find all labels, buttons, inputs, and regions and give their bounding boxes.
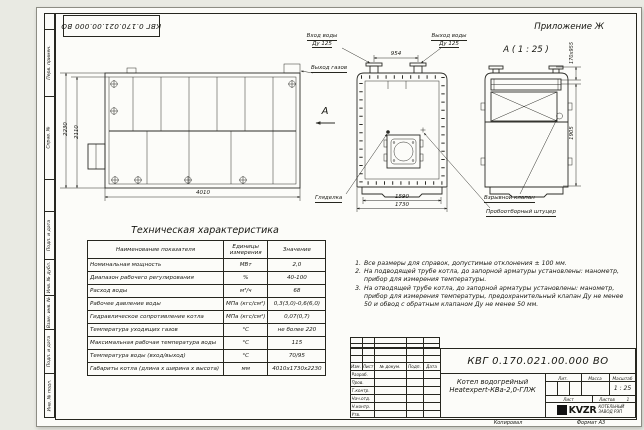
kvzr-logo-text: KVZR bbox=[568, 404, 597, 416]
appendix-label: Приложение Ж bbox=[534, 22, 604, 32]
dim-back-height: 1905 bbox=[569, 126, 575, 140]
dim-total-width: 1730 bbox=[395, 201, 409, 208]
sheets-label: Листов bbox=[599, 396, 615, 402]
tb-row-tcontrol: Т.контр. bbox=[351, 387, 370, 393]
bolt-fittings bbox=[110, 80, 296, 184]
view-letter: А bbox=[321, 106, 329, 117]
dim-nozzle-spacing: 954 bbox=[390, 50, 402, 57]
water-inlet-label: Вход воды bbox=[306, 33, 338, 39]
spec-header-unit: Единицы измерения bbox=[224, 241, 268, 259]
spec-table-title: Техническая характеристика bbox=[131, 225, 279, 236]
lit-label: Лит. bbox=[558, 375, 568, 381]
spec-header-name: Наименование показателя bbox=[88, 241, 224, 259]
notes-block bbox=[350, 260, 624, 309]
spec-row: Габариты котла (длина х ширина х высота) мм 4010х1730х2230 bbox=[88, 363, 326, 376]
detail-view-title: А ( 1 : 25 ) bbox=[503, 45, 549, 55]
gas-outlet-callout: Выход газов bbox=[311, 65, 348, 71]
dim-length: 4010 bbox=[196, 189, 210, 196]
sampling-fitting-callout: Пробоотборный штуцер bbox=[486, 209, 556, 215]
spec-row: Температура уходящих газов °С не более 220 bbox=[88, 324, 326, 337]
peephole-callout: Гляделка bbox=[315, 195, 343, 201]
sheet-label: Лист bbox=[563, 396, 574, 402]
peephole-point bbox=[386, 130, 390, 134]
tb-row-approved: Утв. bbox=[351, 411, 361, 417]
title-block-doc-number-cell bbox=[440, 348, 636, 374]
spec-table bbox=[87, 240, 326, 376]
note: 1. Все размеры для справок, допустимые отклонения ± 100 мм. bbox=[355, 260, 567, 267]
front-view bbox=[357, 63, 447, 197]
stamp-doc-number: КВГ 0.170.021.00.000 ВО bbox=[61, 21, 162, 31]
burner-flange bbox=[88, 144, 105, 169]
tb-row-ncontrol: Н.контр. bbox=[351, 403, 371, 409]
border-label: Перв. примен. bbox=[47, 45, 52, 81]
spec-row: Диапазон рабочего регулирования % 40-100 bbox=[88, 272, 326, 285]
flue-outlet bbox=[284, 64, 300, 73]
spec-header-value: Значение bbox=[268, 241, 326, 259]
tb-col-date: Дата bbox=[426, 363, 437, 369]
product-name-line2: Heatexpert-КВа-2,0-ГЛЖ bbox=[449, 386, 536, 394]
mass-label: Масса bbox=[588, 375, 602, 381]
border-label: Взам. инв. № bbox=[47, 296, 53, 329]
lifting-lug bbox=[127, 68, 136, 73]
spec-row: Рабочее давление воды МПа (кгс/см²) 0,3(3,0)-0,6(6,0) bbox=[88, 298, 326, 311]
spec-row: Максимальная рабочая температура воды °С 115 bbox=[88, 337, 326, 350]
company-name: КОТЕЛЬНЫЙ ЗАВОД РЭП bbox=[598, 404, 625, 414]
note: 2. На подводящей трубе котла, до запорной арматуры установлены: манометр, прибор для измерения температуры. bbox=[355, 268, 620, 284]
spec-row: Температура воды (вход/выход) °С 70/95 bbox=[88, 350, 326, 363]
dim-flue-size: 170х955 bbox=[569, 41, 575, 65]
sheets-value: 1 bbox=[626, 396, 630, 402]
tb-col-list: Лист bbox=[362, 363, 374, 369]
tb-row-dept-head: Нач.отд. bbox=[351, 395, 371, 401]
dim-inner-width: 1590 bbox=[395, 193, 409, 200]
sampling-point bbox=[421, 128, 426, 133]
border-label: Подп. и дата bbox=[47, 335, 53, 368]
side-view-dims bbox=[60, 73, 300, 201]
product-name-line1: Котел водогрейный bbox=[456, 378, 529, 386]
water-inlet-dn: Ду 125 bbox=[312, 40, 332, 47]
border-label: Справ. № bbox=[47, 126, 53, 150]
burner-hatch bbox=[384, 135, 423, 168]
border-label: Инв. № подл. bbox=[47, 379, 53, 412]
spec-row: Номинальная мощность МВт 2,0 bbox=[88, 259, 326, 272]
format-label: Формат А3 bbox=[576, 419, 606, 426]
water-outlet-callout bbox=[426, 33, 472, 49]
water-outlet-label: Выход воды bbox=[431, 33, 467, 39]
kvzr-logo-icon bbox=[557, 405, 567, 415]
company-logo-row bbox=[546, 403, 635, 417]
copied-by-label: Копировал bbox=[493, 419, 523, 426]
tb-col-docnum: № докум. bbox=[379, 363, 401, 369]
dim-height-outer: 2230 bbox=[63, 122, 69, 136]
border-label: Подп. и дата bbox=[47, 219, 53, 252]
spec-row: Расход воды м³/ч 68 bbox=[88, 285, 326, 298]
water-inlet-callout bbox=[301, 33, 343, 49]
note: 3. На отводящей трубе котла, до запорной арматуры установлены: манометр, прибор для измерения температуры, предохранительный клапан Ду не менее 50 и обвод с обратным клапаном Ду не менее 50 мм. bbox=[355, 284, 624, 308]
explosion-valve-panel bbox=[491, 92, 563, 121]
side-view bbox=[88, 64, 300, 188]
tb-col-sign: Подп. bbox=[408, 363, 421, 369]
collector-band bbox=[491, 79, 561, 90]
border-label: Инв. № дубл. bbox=[47, 261, 52, 294]
doc-number: КВГ 0.170.021.00.000 ВО bbox=[467, 355, 609, 367]
spec-row: Гидравлическое сопротивление котла МПа (кгс/см²) 0,07(0,7) bbox=[88, 311, 326, 324]
back-view bbox=[481, 66, 572, 197]
spec-header-row bbox=[88, 241, 326, 259]
water-outlet-dn: Ду 125 bbox=[439, 40, 459, 47]
scale-label: Масштаб bbox=[612, 375, 633, 381]
explosion-valve-callout: Взрывной клапан bbox=[484, 195, 535, 201]
tb-col-izm: Изм. bbox=[351, 363, 361, 369]
tb-row-developed: Разраб. bbox=[351, 371, 368, 377]
scale-value: 1 : 25 bbox=[613, 385, 632, 392]
tb-row-checked: Пров. bbox=[351, 379, 364, 385]
door-bolt-ring bbox=[361, 77, 443, 183]
dim-height-inner: 2110 bbox=[74, 125, 80, 139]
product-name-cell bbox=[441, 378, 544, 394]
